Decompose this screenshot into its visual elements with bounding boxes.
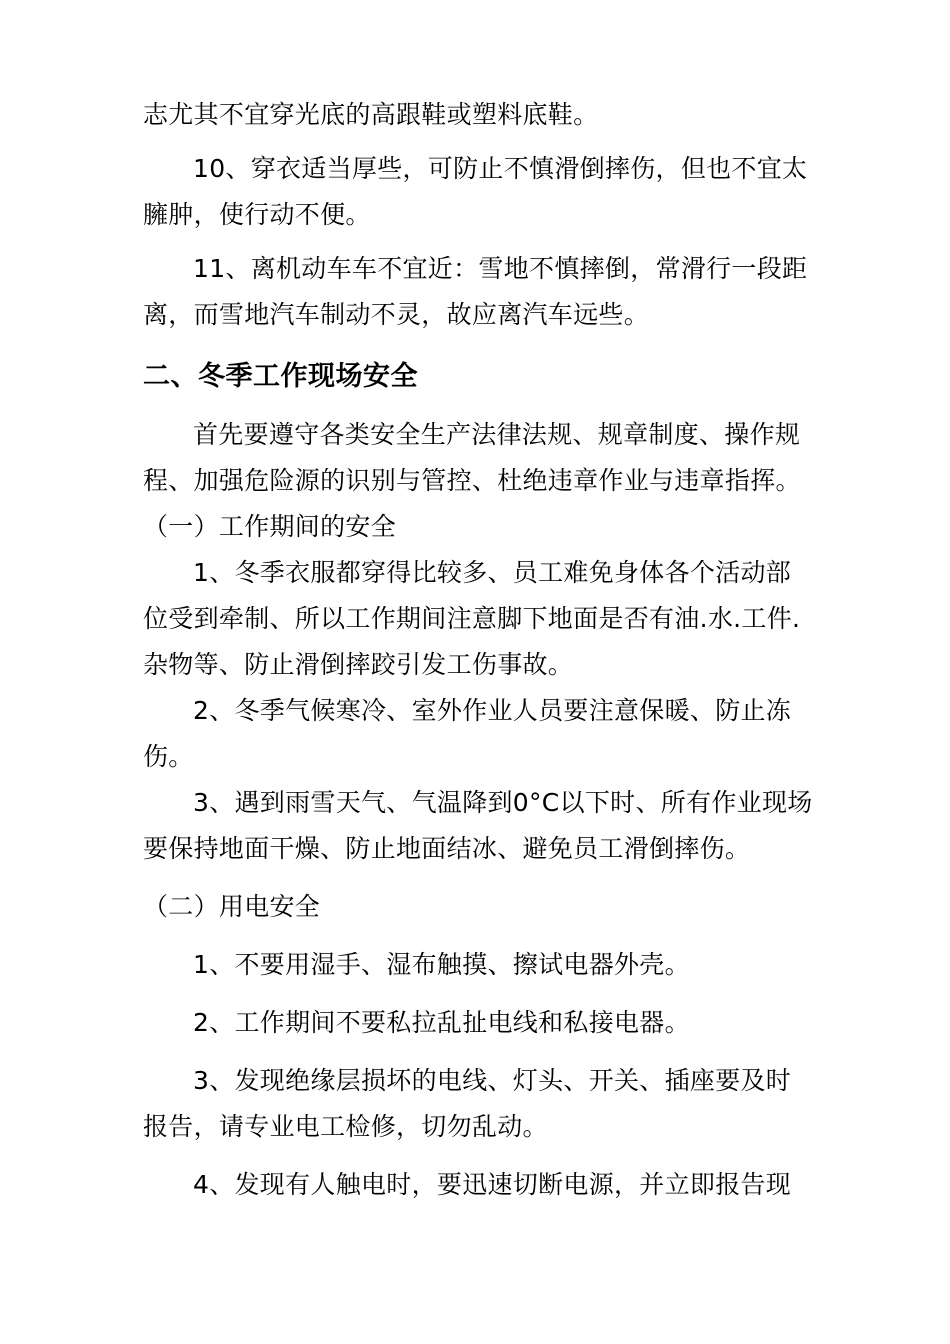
sub1-item2-line1: 2、冬季气候寒冷、室外作业人员要注意保暖、防止冻 — [193, 696, 792, 725]
subsection-title-electrical-safety: （二）用电安全 — [143, 892, 321, 921]
document-body — [143, 92, 815, 1208]
paragraph-item-11-line2: 离，而雪地汽车制动不灵，故应离汽车远些。 — [143, 300, 650, 329]
sub2-item3-line2: 报告，请专业电工检修，切勿乱动。 — [143, 1112, 548, 1141]
sub1-item1-line3: 杂物等、防止滑倒摔跤引发工伤事故。 — [143, 650, 574, 679]
subsection-title-work-safety: （一）工作期间的安全 — [143, 512, 397, 541]
sub2-item3-line1: 3、发现绝缘层损坏的电线、灯头、开关、插座要及时 — [193, 1066, 792, 1095]
sub1-item1-line2: 位受到牵制、所以工作期间注意脚下地面是否有油.水.工件. — [143, 604, 801, 633]
paragraph-item-10-line2: 臃肿，使行动不便。 — [143, 200, 371, 229]
sub1-item3-line1: 3、遇到雨雪天气、气温降到0°C以下时、所有作业现场 — [193, 788, 813, 817]
sub1-item1-line1: 1、冬季衣服都穿得比较多、员工难免身体各个活动部 — [193, 558, 792, 587]
sub1-item2-line2: 伤。 — [143, 742, 194, 771]
paragraph-continuation: 志尤其不宜穿光底的高跟鞋或塑料底鞋。 — [143, 100, 599, 129]
sub2-item1: 1、不要用湿手、湿布触摸、擦试电器外壳。 — [193, 950, 690, 979]
sub1-item3-line2: 要保持地面干燥、防止地面结冰、避免员工滑倒摔伤。 — [143, 834, 751, 863]
sub2-item4-line1: 4、发现有人触电时，要迅速切断电源，并立即报告现 — [193, 1170, 792, 1199]
sub2-item2: 2、工作期间不要私拉乱扯电线和私接电器。 — [193, 1008, 690, 1037]
intro-line2: 程、加强危险源的识别与管控、杜绝违章作业与违章指挥。 — [143, 466, 801, 495]
section-heading: 二、冬季工作现场安全 — [143, 361, 418, 392]
paragraph-item-11-line1: 11、离机动车车不宜近：雪地不慎摔倒，常滑行一段距 — [193, 254, 808, 283]
intro-line1: 首先要遵守各类安全生产法律法规、规章制度、操作规 — [193, 420, 801, 449]
paragraph-item-10-line1: 10、穿衣适当厚些，可防止不慎滑倒摔伤，但也不宜太 — [193, 154, 808, 183]
